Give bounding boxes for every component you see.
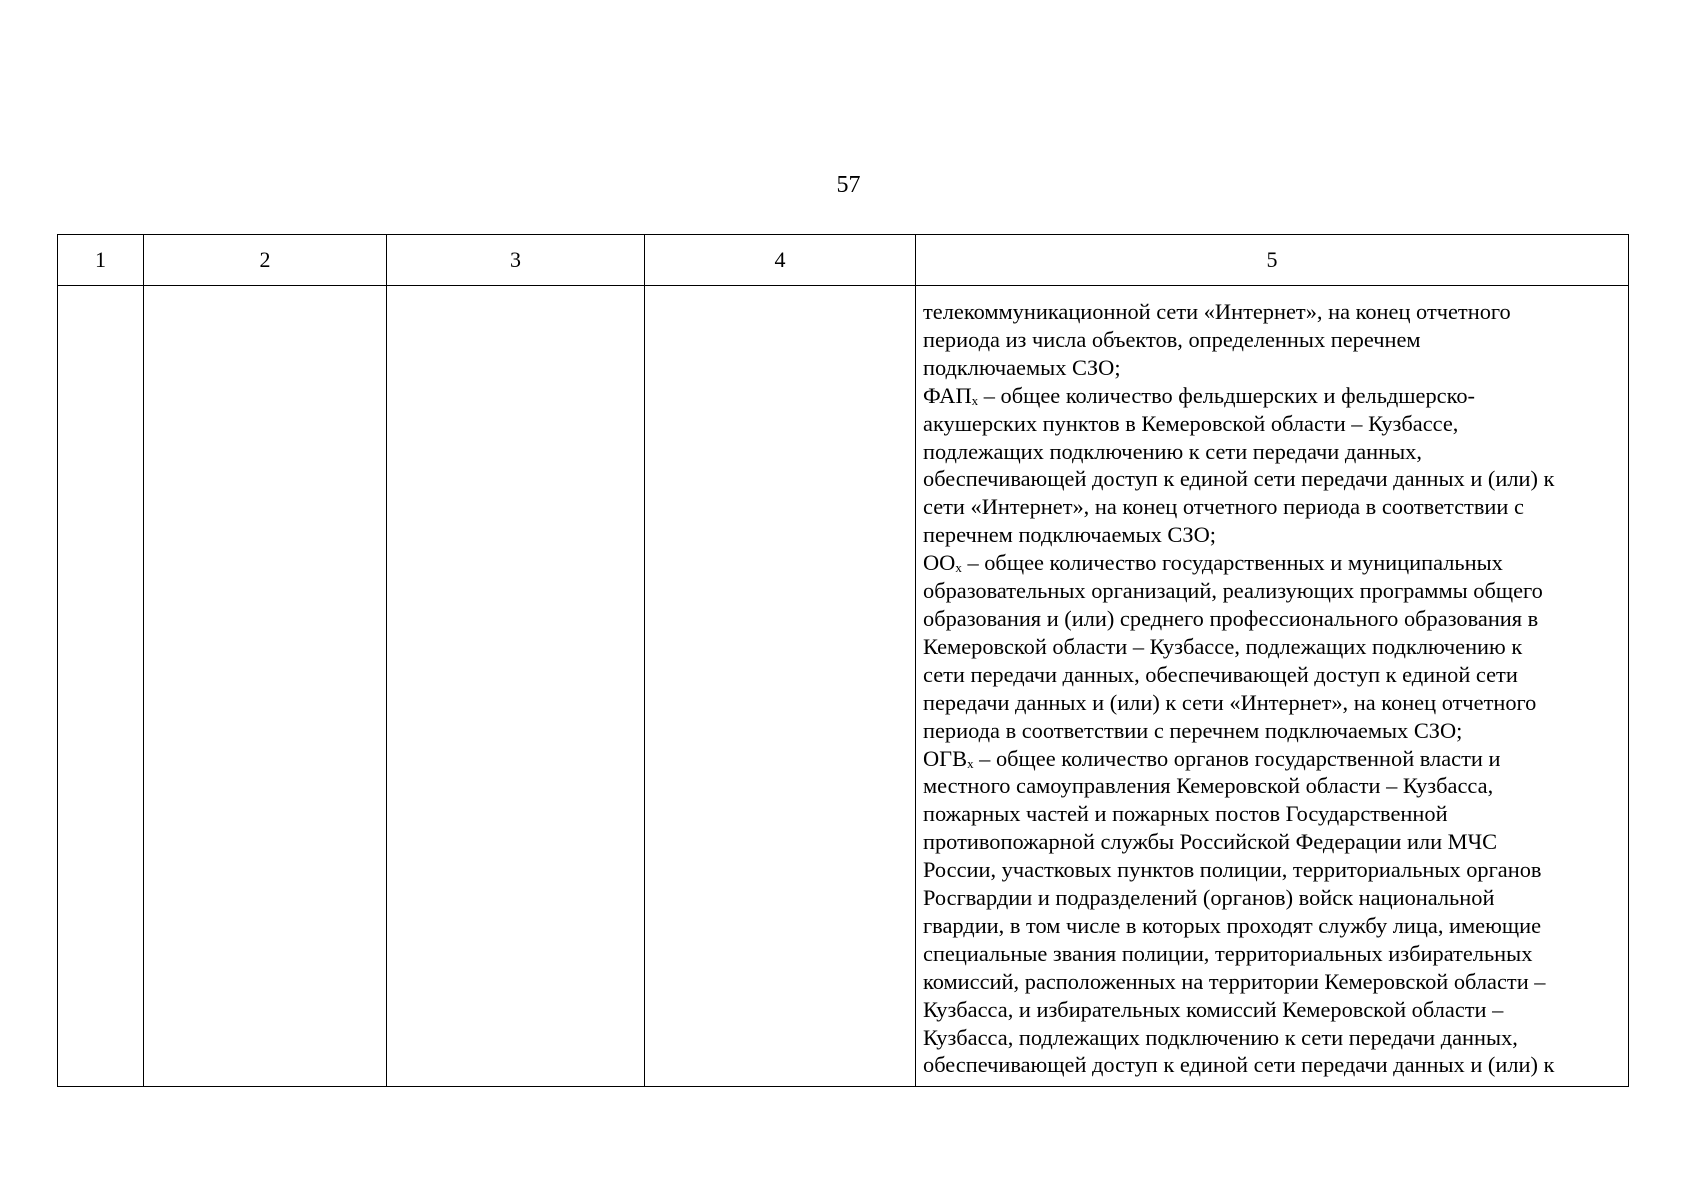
text-line bbox=[923, 549, 1620, 577]
cell-col-1 bbox=[58, 286, 144, 1087]
text-line: сети передачи данных, обеспечивающей доступ к единой сети bbox=[923, 661, 1518, 687]
document-table bbox=[57, 234, 1629, 1087]
formula-term-subscript: x bbox=[971, 392, 979, 408]
column-header-4: 4 bbox=[645, 235, 916, 286]
text-line: местного самоуправления Кемеровской области – Кузбасса, bbox=[923, 773, 1494, 799]
text-line: специальные звания полиции, территориальных избирательных bbox=[923, 940, 1533, 966]
column-header-2: 2 bbox=[144, 235, 387, 286]
column-header-3: 3 bbox=[387, 235, 645, 286]
text-line: Кузбасса, подлежащих подключению к сети передачи данных, bbox=[923, 1024, 1518, 1050]
text-line: Кузбасса, и избирательных комиссий Кемеровской области – bbox=[923, 996, 1504, 1022]
text-line bbox=[923, 745, 1620, 773]
formula-term: ФАП bbox=[923, 382, 972, 408]
text-line: сети «Интернет», на конец отчетного периода в соответствии с bbox=[923, 494, 1524, 520]
text-line: пожарных частей и пожарных постов Государственной bbox=[923, 801, 1448, 827]
text-line: обеспечивающей доступ к единой сети передачи данных и (или) к bbox=[923, 1052, 1555, 1078]
formula-term: ОГВ bbox=[923, 745, 968, 771]
indicator-description-text bbox=[916, 286, 1628, 1079]
cell-col-4 bbox=[645, 286, 916, 1087]
cell-col-3 bbox=[387, 286, 645, 1087]
formula-term-definition: – общее количество фельдшерских и фельдшерско- bbox=[978, 382, 1476, 408]
column-header-5: 5 bbox=[916, 235, 1629, 286]
text-line: противопожарной службы Российской Федерации или МЧС bbox=[923, 829, 1498, 855]
formula-term: ОО bbox=[923, 550, 956, 576]
text-line: перечнем подключаемых СЗО; bbox=[923, 522, 1216, 548]
text-line: подлежащих подключению к сети передачи данных, bbox=[923, 438, 1422, 464]
text-line: Росгвардии и подразделений (органов) войск национальной bbox=[923, 885, 1495, 911]
table-row bbox=[58, 286, 1629, 1087]
cell-col-2 bbox=[144, 286, 387, 1087]
cell-col-5 bbox=[916, 286, 1629, 1087]
text-line: образовательных организаций, реализующих программы общего bbox=[923, 578, 1543, 604]
text-line: телекоммуникационной сети «Интернет», на конец отчетного bbox=[923, 299, 1511, 324]
text-line: образования и (или) среднего профессионального образования в bbox=[923, 605, 1539, 631]
page-number: 57 bbox=[836, 172, 861, 198]
text-line bbox=[923, 382, 1620, 410]
formula-term-subscript: x bbox=[967, 755, 974, 771]
text-line: периода из числа объектов, определенных перечнем bbox=[923, 326, 1421, 352]
table-header-row bbox=[58, 235, 1629, 286]
text-line: комиссий, расположенных на территории Кемеровской области – bbox=[923, 968, 1546, 994]
text-line: России, участковых пунктов полиции, территориальных органов bbox=[923, 857, 1542, 883]
text-line: Кемеровской области – Кузбассе, подлежащих подключению к bbox=[923, 633, 1523, 659]
text-line: передачи данных и (или) к сети «Интернет», на конец отчетного bbox=[923, 689, 1537, 715]
column-header-1: 1 bbox=[58, 235, 144, 286]
formula-term-definition: – общее количество органов государственной власти и bbox=[973, 745, 1501, 771]
text-line: обеспечивающей доступ к единой сети передачи данных и (или) к bbox=[923, 466, 1555, 492]
text-line: гвардии, в том числе в которых проходят службу лица, имеющие bbox=[923, 912, 1542, 938]
text-line: акушерских пунктов в Кемеровской области – Кузбассе, bbox=[923, 410, 1459, 436]
text-line: периода в соответствии с перечнем подключаемых СЗО; bbox=[923, 717, 1463, 743]
formula-term-subscript: x bbox=[955, 560, 962, 576]
text-line: подключаемых СЗО; bbox=[923, 354, 1121, 380]
formula-term-definition: – общее количество государственных и муниципальных bbox=[961, 550, 1503, 576]
